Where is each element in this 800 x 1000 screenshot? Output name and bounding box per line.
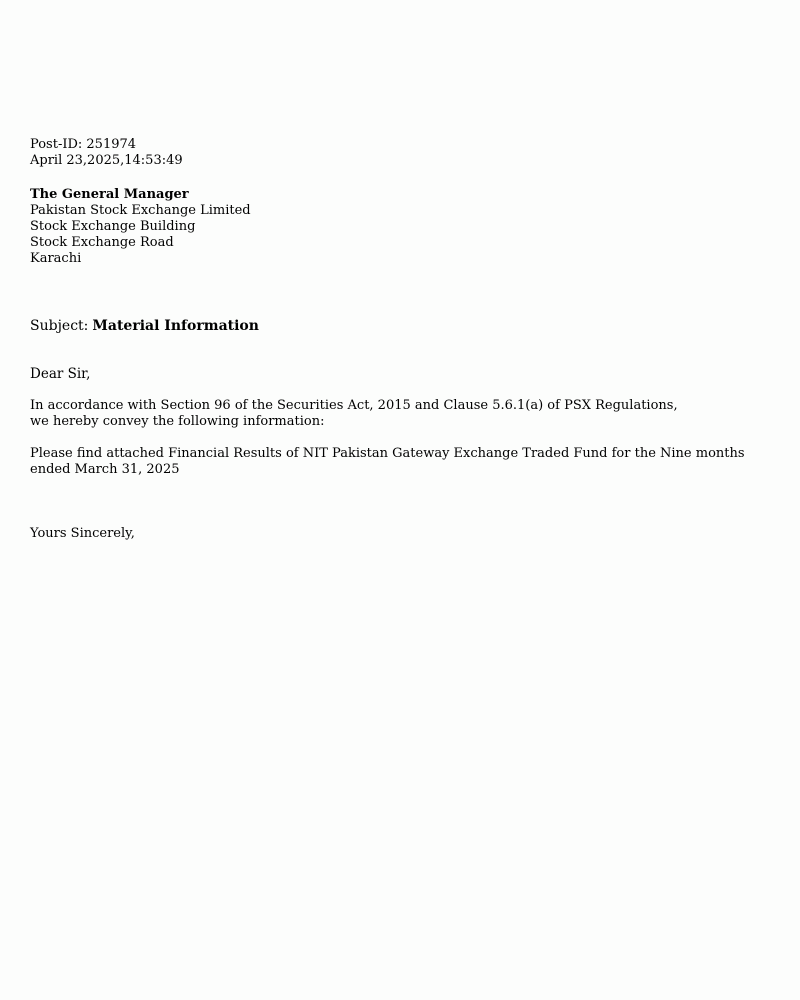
salutation: Dear Sir, xyxy=(30,366,91,382)
subject-value: Material Information xyxy=(92,318,259,334)
recipient-address-line: Pakistan Stock Exchange Limited xyxy=(30,203,251,218)
recipient-address-line: Karachi xyxy=(30,251,82,266)
subject-label: Subject: xyxy=(30,318,89,334)
letter-meta xyxy=(30,137,788,169)
post-id-line: Post-ID: 251974 xyxy=(30,137,137,152)
datetime-line: April 23,2025,14:53:49 xyxy=(30,153,183,168)
closing: Yours Sincerely, xyxy=(30,526,135,541)
recipient-address-line: Stock Exchange Road xyxy=(30,235,174,250)
paragraph-regulatory-line: In accordance with Section 96 of the Securities Act, 2015 and Clause 5.6.1(a) of PSX Regulations, xyxy=(30,398,678,413)
paragraph-attachment: Please find attached Financial Results of NIT Pakistan Gateway Exchange Traded Fund for the Nine months ended March 31, 2025 xyxy=(30,446,745,477)
recipient-address-line: Stock Exchange Building xyxy=(30,219,196,234)
recipient-address-block xyxy=(30,187,788,267)
paragraph-regulatory xyxy=(30,398,788,430)
paragraph-regulatory-line: we hereby convey the following information: xyxy=(30,414,325,429)
recipient-title: The General Manager xyxy=(30,187,189,202)
subject-line xyxy=(30,318,788,335)
